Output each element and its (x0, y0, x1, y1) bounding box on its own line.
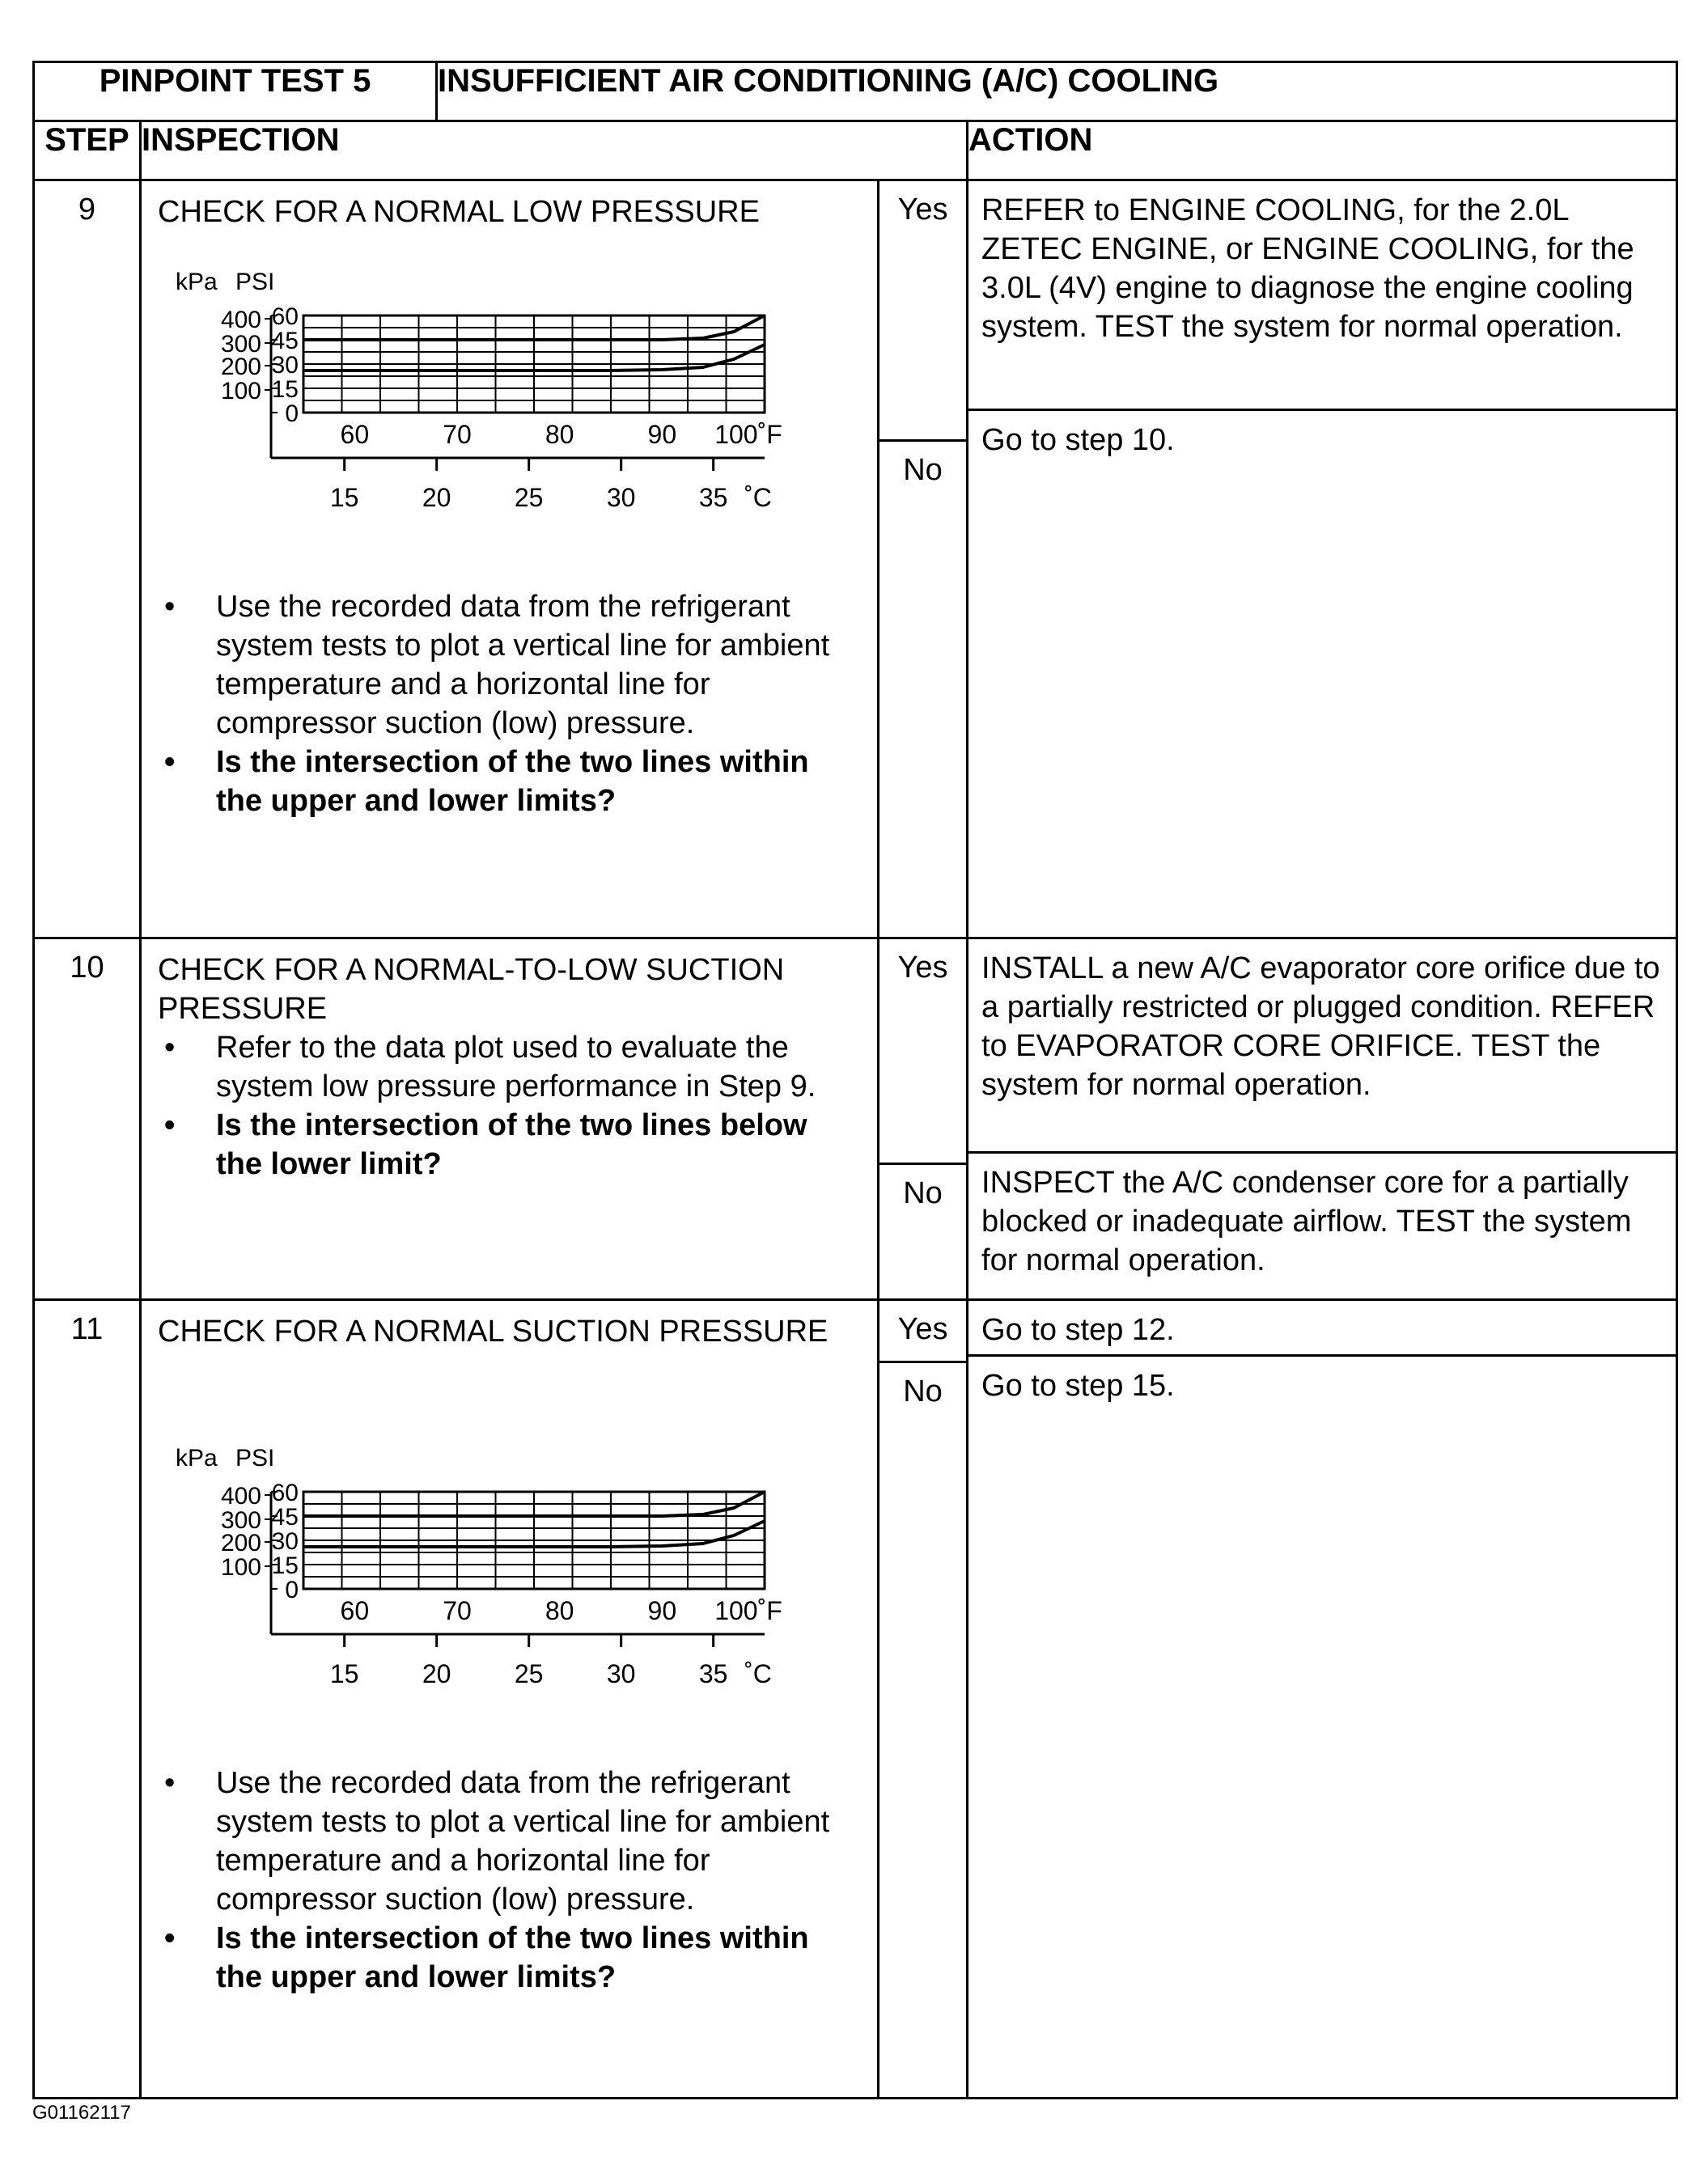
kpa-tick-label: 400 (220, 1483, 261, 1510)
no-action: Go to step 10. (968, 409, 1676, 469)
fahrenheit-tick-label: 60 (340, 420, 370, 449)
kpa-tick-label: 100 (220, 378, 261, 404)
no-label: No (879, 1361, 966, 1409)
celsius-tick-label: 15 (329, 1659, 359, 1688)
step-row-9 (34, 180, 1677, 938)
psi-tick-label: 0 (285, 400, 299, 427)
celsius-unit-label: ˚C (744, 1659, 772, 1688)
bullet-instruction: • Use the recorded data from the refrigerant system tests to plot a vertical line for ambient temperature and a horizontal line for compressor suction (low) pressure. (158, 1764, 861, 1919)
bullet-instruction: • Use the recorded data from the refrigerant system tests to plot a vertical line for ambient temperature and a horizontal line for compressor suction (low) pressure. (158, 587, 861, 743)
celsius-tick-label: 20 (422, 483, 451, 512)
bullet-question: • Is the intersection of the two lines below the lower limit? (158, 1106, 861, 1184)
step-title: CHECK FOR A NORMAL SUCTION PRESSURE (158, 1315, 829, 1349)
psi-tick-label: 15 (271, 1552, 299, 1579)
bullet-question: • Is the intersection of the two lines within the upper and lower limits? (158, 1919, 861, 1997)
psi-tick-label: 60 (271, 1480, 299, 1506)
celsius-tick-label: 20 (422, 1659, 451, 1688)
psi-tick-label: 30 (271, 352, 299, 379)
no-action: INSPECT the A/C condenser core for a partially blocked or inadequate airflow. TEST the system for normal operation. (968, 1151, 1676, 1290)
psi-tick-label: 45 (271, 1504, 299, 1531)
unit-label-psi: PSI (235, 1445, 275, 1472)
no-label: No (879, 439, 966, 488)
action-cell (968, 1300, 1677, 2099)
fahrenheit-tick-label: 90 (647, 1596, 677, 1625)
bullet-list (158, 587, 861, 820)
yes-no-cell (879, 938, 968, 1300)
step-row-11 (34, 1300, 1677, 2099)
step-row-10 (34, 938, 1677, 1300)
fahrenheit-tick-label: 80 (545, 420, 574, 449)
column-inspection: INSPECTION (141, 121, 968, 180)
kpa-tick-label: 300 (220, 331, 261, 358)
celsius-unit-label: ˚C (744, 483, 772, 512)
unit-label-kpa: kPa (176, 1445, 218, 1472)
step-number: 11 (34, 1300, 141, 2099)
psi-tick-label: 15 (271, 376, 299, 403)
step-number: 10 (34, 938, 141, 1300)
pressure-temperature-chart (158, 1440, 886, 1707)
test-title: INSUFFICIENT AIR CONDITIONING (A/C) COOLING (437, 62, 1677, 121)
fahrenheit-tick-label: 100˚F (714, 420, 782, 449)
no-action: Go to step 15. (968, 1354, 1676, 1415)
fahrenheit-tick-label: 60 (340, 1596, 370, 1625)
fahrenheit-tick-label: 70 (443, 1596, 472, 1625)
yes-action: Go to step 12. (981, 1313, 1175, 1347)
unit-label-psi: PSI (235, 269, 275, 295)
figure-id: G01162117 (32, 2102, 131, 2124)
column-action: ACTION (968, 121, 1677, 180)
bullet-list (158, 1028, 861, 1184)
yes-action: INSTALL a new A/C evaporator core orifice due to a partially restricted or plugged condition. REFER to EVAPORATOR CORE ORIFICE. TEST the system for normal operation. (981, 951, 1660, 1102)
psi-tick-label: 30 (271, 1528, 299, 1555)
bullet-instruction: • Refer to the data plot used to evaluate the system low pressure performance in Step 9. (158, 1028, 861, 1106)
column-header-row (34, 121, 1677, 180)
unit-label-kpa: kPa (176, 269, 218, 295)
pinpoint-test-sheet (32, 61, 1676, 2099)
celsius-tick-label: 15 (329, 483, 359, 512)
celsius-tick-label: 30 (606, 483, 636, 512)
step-title: CHECK FOR A NORMAL-TO-LOW SUCTION PRESSURE (158, 953, 785, 1026)
fahrenheit-tick-label: 90 (647, 420, 677, 449)
yes-label: Yes (897, 193, 948, 227)
kpa-tick-label: 200 (220, 354, 261, 380)
kpa-tick-label: 200 (220, 1530, 261, 1557)
celsius-tick-label: 35 (698, 483, 728, 512)
kpa-tick-label: 100 (220, 1554, 261, 1581)
kpa-tick-label: 300 (220, 1507, 261, 1534)
inspection-cell (141, 1300, 879, 2099)
bullet-list (158, 1764, 861, 1997)
test-label: PINPOINT TEST 5 (34, 62, 437, 121)
yes-action: REFER to ENGINE COOLING, for the 2.0L ZETEC ENGINE, or ENGINE COOLING, for the 3.0L (4V) engine to diagnose the engine cooling system. TEST the system for normal operation. (981, 193, 1634, 344)
psi-tick-label: 60 (271, 303, 299, 330)
yes-no-cell (879, 1300, 968, 2099)
fahrenheit-tick-label: 80 (545, 1596, 574, 1625)
celsius-tick-label: 25 (514, 1659, 544, 1688)
inspection-cell (141, 938, 879, 1300)
yes-label: Yes (897, 1312, 948, 1346)
celsius-tick-label: 35 (698, 1659, 728, 1688)
yes-label: Yes (897, 951, 948, 985)
action-cell (968, 938, 1677, 1300)
yes-no-cell (879, 180, 968, 938)
pressure-temperature-chart (158, 264, 886, 531)
column-step: STEP (34, 121, 141, 180)
fahrenheit-tick-label: 100˚F (714, 1596, 782, 1625)
no-label: No (879, 1163, 966, 1211)
pinpoint-table (32, 61, 1678, 2099)
bullet-question: • Is the intersection of the two lines within the upper and lower limits? (158, 743, 861, 820)
step-title: CHECK FOR A NORMAL LOW PRESSURE (158, 195, 760, 229)
fahrenheit-tick-label: 70 (443, 420, 472, 449)
psi-tick-label: 0 (285, 1577, 299, 1603)
action-cell (968, 180, 1677, 938)
psi-tick-label: 45 (271, 328, 299, 354)
test-header-row (34, 62, 1677, 121)
celsius-tick-label: 30 (606, 1659, 636, 1688)
step-number: 9 (34, 180, 141, 938)
inspection-cell (141, 180, 879, 938)
kpa-tick-label: 400 (220, 307, 261, 333)
celsius-tick-label: 25 (514, 483, 544, 512)
